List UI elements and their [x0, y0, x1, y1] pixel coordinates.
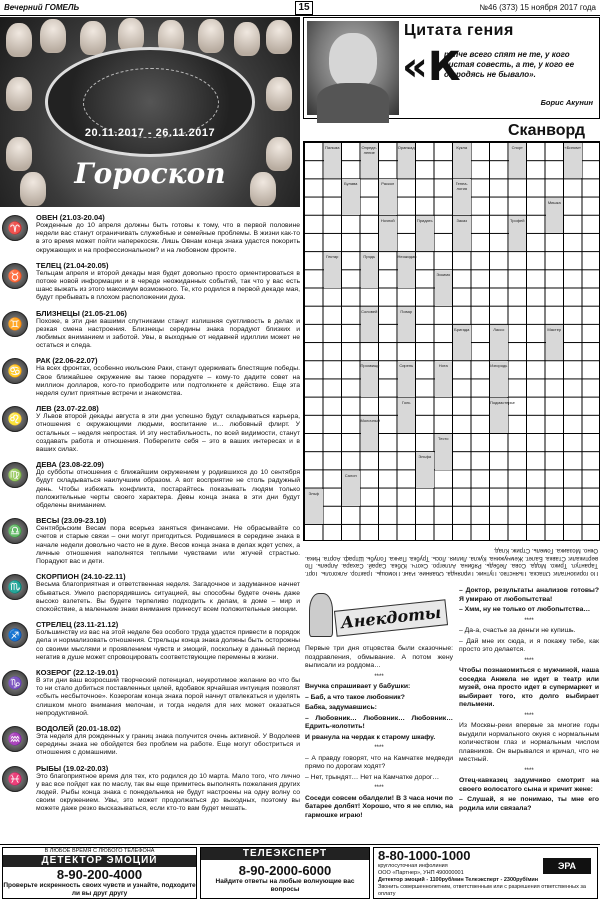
ad-emotion-detector [2, 847, 197, 899]
libra-icon: ♎ [2, 518, 28, 544]
crossword-clue: Неожидан [398, 252, 416, 287]
crossword-clue: Придать [416, 216, 434, 251]
crossword-clue: Повар [398, 307, 416, 342]
joke-separator: **** [524, 767, 534, 774]
baby-photo [40, 19, 66, 53]
joke-paragraph: – Да-а, счастье за деньги не купишь. [459, 627, 576, 634]
sagittarius-icon: ♐ [2, 622, 28, 648]
joke-separator: **** [524, 712, 534, 719]
virgo-icon: ♍ [2, 462, 28, 488]
sign-text: На всех фронтах, особенно июльские Раки, станут одерживать блестящие победы. Свое ближайшее окружение вы также порадуете – кому-то дадите совет на миллион долларов, кого-то приободрите или подтолкнете к действию. Еще эта неделя сулит приятные встречи и знакомства. [36, 365, 300, 398]
author-photo [307, 21, 399, 115]
sign-name: ДЕВА (23.08-22.09) [36, 460, 104, 470]
ad2-slogan: Найдите ответы на любые волнующие вас вопросы [215, 878, 355, 893]
ad2-phone: 8-90-2000-6000 [238, 863, 332, 878]
joke-paragraph: – Нет, трындят… Нет на Камчатке дорог… [305, 773, 440, 781]
quote-author: Борис Акунин [540, 98, 593, 107]
crossword-clue: Заказ [453, 216, 471, 251]
jokes-right-column [459, 587, 599, 843]
gemini-icon: ♊ [2, 311, 28, 337]
sign-name: ОВЕН (21.03-20.04) [36, 213, 105, 222]
crossword-clue: Ночной [379, 216, 397, 251]
capricorn-icon: ♑ [2, 670, 28, 696]
sign-name: РЫБЫ (19.02-20.03) [36, 763, 109, 773]
sign-text: Рожденные до 10 апреля должны быть готовы к тому, что в первой половине недели вас станут ограничивать служебные и семейные проблемы. В жизни как-то в это время может пойти наперекосяк. Лишь Овнам конца знака удастся покорить окружающих и на профессиональном? и на любовном фронте. [36, 222, 300, 254]
crossword-clue: Тесто [435, 434, 453, 469]
horoscope-sign [0, 404, 300, 454]
ad3-subtitle: круглосуточная инфолиния [378, 863, 448, 869]
baby-photo [234, 22, 260, 56]
joke-paragraph: И рванула на чердак к старому шкафу. [305, 733, 436, 741]
joke-separator: **** [374, 673, 384, 680]
horoscope-sign [0, 309, 300, 351]
sign-name: РАК (22.06-22.07) [36, 356, 98, 366]
crossword-clue: Прозвище [361, 361, 379, 396]
joke-paragraph: – Дай мне их сюда, и я покажу тебе, как просто это делается. [459, 637, 599, 653]
horoscope-sign [0, 668, 300, 718]
crossword-clue: Гектар [324, 252, 342, 287]
crossword-clue: Оранжад [398, 143, 416, 178]
sign-text: Весьма благоприятная и ответственная неделя. Загадочное и задуманное начнет сбываться. Умело распорядившись ситуацией, вы способны будете очень даже высоко взлететь. Вы будете терпеливо подходить к делам, в доме – мир и спокойствие, а маленькие знаки внимания принесут всем положительные эмоции. [36, 581, 300, 613]
crossword-answers [303, 545, 600, 583]
ad3-phone: 8-80-1000-1000 [378, 848, 471, 863]
baby-photo [198, 19, 224, 53]
horoscope-sign [0, 572, 300, 614]
crossword-answers-text: По горизонтали: Опаска. Пьянство. Путник. Гирлянда. Обаяние. Ранг. Помощь. Трактор. Алкоголь. Торт. Тарантул. Трико. Мода. Сова. Лебедь. Рябина. Аллегро. Скотч. Юбка. Сарай. Сахара. Апрель. По вертикали: Ставка. Балет. Жемчужина. Кукла. Лилия. Лось. Трубка. Пачка. Голубь. Штраф. Аорта. Ника. Окно. Мозаика. Гомель. Стриж. Клад. [305, 547, 598, 576]
joke-paragraph: Первые три дня отцовства были сказочные: поздравления, обмывание. А потом жену выписали из роддома… [305, 645, 453, 669]
crossword-clue: Эскимо [435, 270, 453, 305]
crossword-clue: Прядь [361, 252, 379, 287]
crossword-clue: «Бином» [564, 143, 582, 178]
ad3-prices: Детектор эмоций - 1100руб/мин Телеэксперт - 2300руб/мин [378, 877, 539, 883]
baby-photo [266, 77, 292, 111]
sign-name: ВОДОЛЕЙ (20.01-18.02) [36, 723, 121, 733]
ad1-top-line: В ЛЮБОЕ ВРЕМЯ С ЛЮБОГО ТЕЛЕФОНА [44, 848, 155, 854]
zodiac-wheel [45, 47, 255, 157]
crossword-clue: Лассо [490, 325, 508, 360]
horoscope-dates: 20.11.2017 - 26.11.2017 [84, 127, 216, 139]
taurus-icon: ♉ [2, 263, 28, 289]
sign-text: Эта неделя для рожденных у границ знака получится очень активной. У Водолеев середины знака не обойдется без проблем на работе. Еще могут обостриться и отношения с домашними. [36, 732, 300, 757]
baby-photo [250, 172, 276, 206]
sign-text: Сентябрьским Весам пора всерьез заняться финансами. Не обрасывайте со счетов и старые связи – они могут пригодиться. Родившиеся в середине знака в начале недели довольно часто не в духе. Весов конца знака в делах ждет успех, а личные отношения наполнятся теплыми чувствами или жгучей страстью. Порадуют вас и дети. [36, 525, 300, 566]
horoscope-sign [0, 724, 300, 758]
ad-teleexpert [200, 847, 370, 899]
joke-paragraph: Соседи совсем обалдели! В 3 часа ночи по батарее долбят! Хорошо, что я не сплю, на гармошке играю! [305, 794, 453, 819]
joke-separator: **** [374, 745, 384, 751]
crossword-clue: Подмастерье [490, 398, 508, 433]
sign-name: ВЕСЫ (23.09-23.10) [36, 516, 107, 526]
crossword-clue: Изгородь [490, 361, 508, 396]
joke-paragraph: – Слушай, я не понимаю, ты мне его родила или связала? [459, 796, 599, 812]
crossword-clue: Мишка [546, 198, 564, 233]
sign-name: ТЕЛЕЦ (21.04-20.05) [36, 260, 109, 270]
crossword-clue: Молочный [361, 416, 379, 451]
joke-paragraph: Из Москвы-реки впервые за многие годы выудили нормального окуня с нормальным количеством глаз и нормальным числом плавников. Он вырывался и кричал, что не местный. [459, 722, 599, 763]
sign-text: Это благоприятное время для тех, кто родился до 10 марта. Мало того, что лично у вас все пойдет как по маслу, так вы еще примитесь выполнять пожелания других людей. Рыбы конца знака с понедельника не будут настроены на одну волну со своим окружением. Увы, это может продолжаться до выходных, поэтому вы можете даже резко высказываться, если кто-то вам будет мешать. [36, 772, 300, 813]
baby-photo [20, 172, 46, 206]
horoscope-sign [0, 460, 300, 510]
ad1-phone: 8-90-200-4000 [56, 867, 143, 882]
quote-text: репче всего спят не те, у кого чистая совесть, а те, у кого ее отродясь не бывало». [444, 50, 575, 79]
crossword-clue: Сирень [398, 361, 416, 396]
ad-infoline [373, 847, 598, 899]
horoscope-title: Гороскоп [74, 157, 226, 190]
issue-info: №46 (373) 15 ноября 2017 года [479, 3, 596, 12]
ad3-note: Звонить совершеннолетним, ответственным или с разрешения ответственных за оплату [378, 884, 586, 897]
page-number: 15 [295, 1, 313, 15]
ad1-slogan: Проверьте искренность своих чувств и узнайте, подходите ли вы друг другу [3, 882, 196, 897]
newspaper-brand: Вечерний ГОМЕЛЬ [4, 3, 80, 12]
quote-box [303, 17, 600, 119]
sign-list [0, 213, 300, 820]
baby-photo [266, 137, 292, 171]
ad2-name: ТЕЛЕЭКСПЕРТ [201, 848, 369, 860]
horoscope-section [0, 17, 300, 843]
jokes-left-column [305, 587, 453, 843]
joke-paragraph: – Доктор, результаты анализов готовы? Я умираю от любопытства! [459, 587, 599, 603]
joke-paragraph: Внучка спрашивает у бабушки: [305, 683, 411, 690]
crossword-clue: Спорт [509, 143, 527, 178]
baby-photo [6, 77, 32, 111]
sign-text: До субботы отношения с ближайшим окружением у родившихся до 10 сентября будут складываться наилучшим образом. А вот восприятие не столь радужный день. Чтобы избежать конфликта, постарайтесь показывать людям только положительные черты своего характера. Девы конца знака в эти дни будут обделены вниманием. [36, 469, 300, 510]
horoscope-sign [0, 620, 300, 662]
horoscope-sign [0, 213, 300, 255]
crossword-clue: Трофей [509, 216, 527, 251]
crossword-clue: Бригада [453, 325, 471, 360]
joke-separator: **** [524, 617, 534, 624]
crossword-clue: Нота [435, 361, 453, 396]
sign-text: В эти дни ваш возросший творческий потенциал, неукротимое желание во что бы то ни стало добиться поставленных целей, вдобавок ярчайшая интуиция позволят «сбыть несбыточное». Козерогам конца знака порой начнут отвлекаться и уделять слишком много внимания мелочам, и тогда неделя для них может оказаться непродуктивной. [36, 676, 300, 717]
scorpio-icon: ♏ [2, 574, 28, 600]
horoscope-banner [0, 17, 300, 207]
horoscope-sign [0, 261, 300, 303]
crossword-clue: Мастер [546, 325, 564, 360]
sign-text: Похоже, в эти дни вашими спутниками станут излишняя суетливость в делах и резкая смена настроения. Близнецы середины знака порадуют близких и любимых вниманием и заботой. Увы, в выходные от недавней идиллии может не остаться и следа. [36, 317, 300, 350]
joke-paragraph: Чтобы познакомиться с мужчиной, наша соседка Анжела не идет в театр или музей, она просто идет в супермаркет и выбирает того, кто долго выбирает пельмени. [459, 667, 599, 708]
aquarius-icon: ♒ [2, 726, 28, 752]
horoscope-sign [0, 764, 300, 814]
aries-icon: ♈ [2, 215, 28, 241]
joke-separator: **** [374, 785, 384, 791]
ad1-name: ДЕТЕКТОР ЭМОЦИЙ [3, 855, 196, 867]
crossword-clue: Кукла [453, 143, 471, 178]
cancer-icon: ♋ [2, 358, 28, 384]
sign-name: БЛИЗНЕЦЫ (21.05-21.06) [36, 308, 127, 318]
crossword-clue: Булава [342, 179, 360, 214]
leo-icon: ♌ [2, 406, 28, 432]
baby-photo [6, 23, 32, 57]
crossword-grid [303, 141, 600, 541]
jokes-section [303, 587, 600, 843]
crossword-clue: Соловей [361, 307, 379, 342]
joke-paragraph: – Хмм, ну не только от любопытства… [459, 606, 591, 613]
crossword-clue: Генеа-логия [453, 179, 471, 214]
sign-name: ЛЕВ (23.07-22.08) [36, 404, 99, 414]
joke-paragraph: Бабка, задумавшись: [305, 704, 377, 711]
sign-name: СКОРПИОН (24.10-22.11) [36, 572, 126, 582]
baby-photo [266, 20, 292, 54]
joke-separator: **** [524, 657, 534, 664]
right-column [303, 17, 600, 843]
page-header [0, 0, 600, 16]
sign-text: Тельцам апреля и второй декады мая будет довольно просто ориентироваться в потоке новой информации и в череде неожиданных событий, так что у вас есть шанс выжать из этого максимум возможного. Те, кто родился в первой декаде мая, будут пребывать в плохом расположении духа. [36, 269, 300, 302]
horoscope-sign [0, 356, 300, 398]
quote-initial: «К [402, 44, 461, 90]
crossword-clue: Эльф [305, 489, 323, 524]
jokes-banner [305, 587, 453, 643]
horoscope-sign [0, 516, 300, 566]
crossword-clue: Салон [342, 471, 360, 506]
pisces-icon: ♓ [2, 766, 28, 792]
ad3-org: ООО «Партнер», УНП 490000001 [378, 870, 464, 876]
joke-paragraph: – Баб, а что такое любовник? [305, 693, 405, 701]
jokes-left-text [305, 645, 453, 822]
joke-paragraph: – Любовник… Любовник… Любовник… Едрить-колотить! [305, 714, 453, 730]
jokes-banner-title: Анекдоты [334, 599, 448, 637]
joke-paragraph: Отец-кавказец задумчиво смотрит на своего волосатого сына и кричит жене: [459, 777, 599, 793]
crossword-title: Сканворд [508, 122, 586, 139]
sign-name: КОЗЕРОГ (22.12-19.01) [36, 667, 119, 677]
sign-text: Большинству из вас на этой неделе без особого труда удастся привести в порядок дела и нормализовать отношения. Стрельцы конца знака должны быть осторожны со своими мыслями и проявлением чувств и эмоций, поскольку в данный период негатив в душе может спровоцировать соответствующие перемены в жизни. [36, 629, 300, 661]
quote-heading: Цитата гения [404, 22, 514, 39]
ad3-logo: ЭРА [543, 858, 591, 874]
crossword-clue: Пальма [324, 143, 342, 178]
baby-photo [6, 137, 32, 171]
crossword-clue: Эльфа [416, 452, 434, 487]
cartoon-figure-icon [309, 593, 333, 637]
sign-text: У Львов второй декады августа в эти дни успешно будут складываться карьера, отношения с окружающими людьми, воспитание и… любовный флирт. У остальных – неделя непростая. И эту нестабильность, по всей видимости, станут создавать работа и отношения. Поберегите себя – это в ваших интересах и в ваших силах. [36, 413, 300, 454]
crossword-clue: Голь [398, 398, 416, 433]
crossword-clue: Раскол [379, 179, 397, 214]
crossword-clue: Опреде-ление [361, 143, 379, 178]
ads-strip [0, 844, 600, 900]
sign-name: СТРЕЛЕЦ (23.11-21.12) [36, 620, 119, 630]
joke-paragraph: – А правду говорят, что на Камчатке медведи прямо по дорогам ходят? [305, 754, 453, 770]
baby-photo [80, 21, 106, 55]
